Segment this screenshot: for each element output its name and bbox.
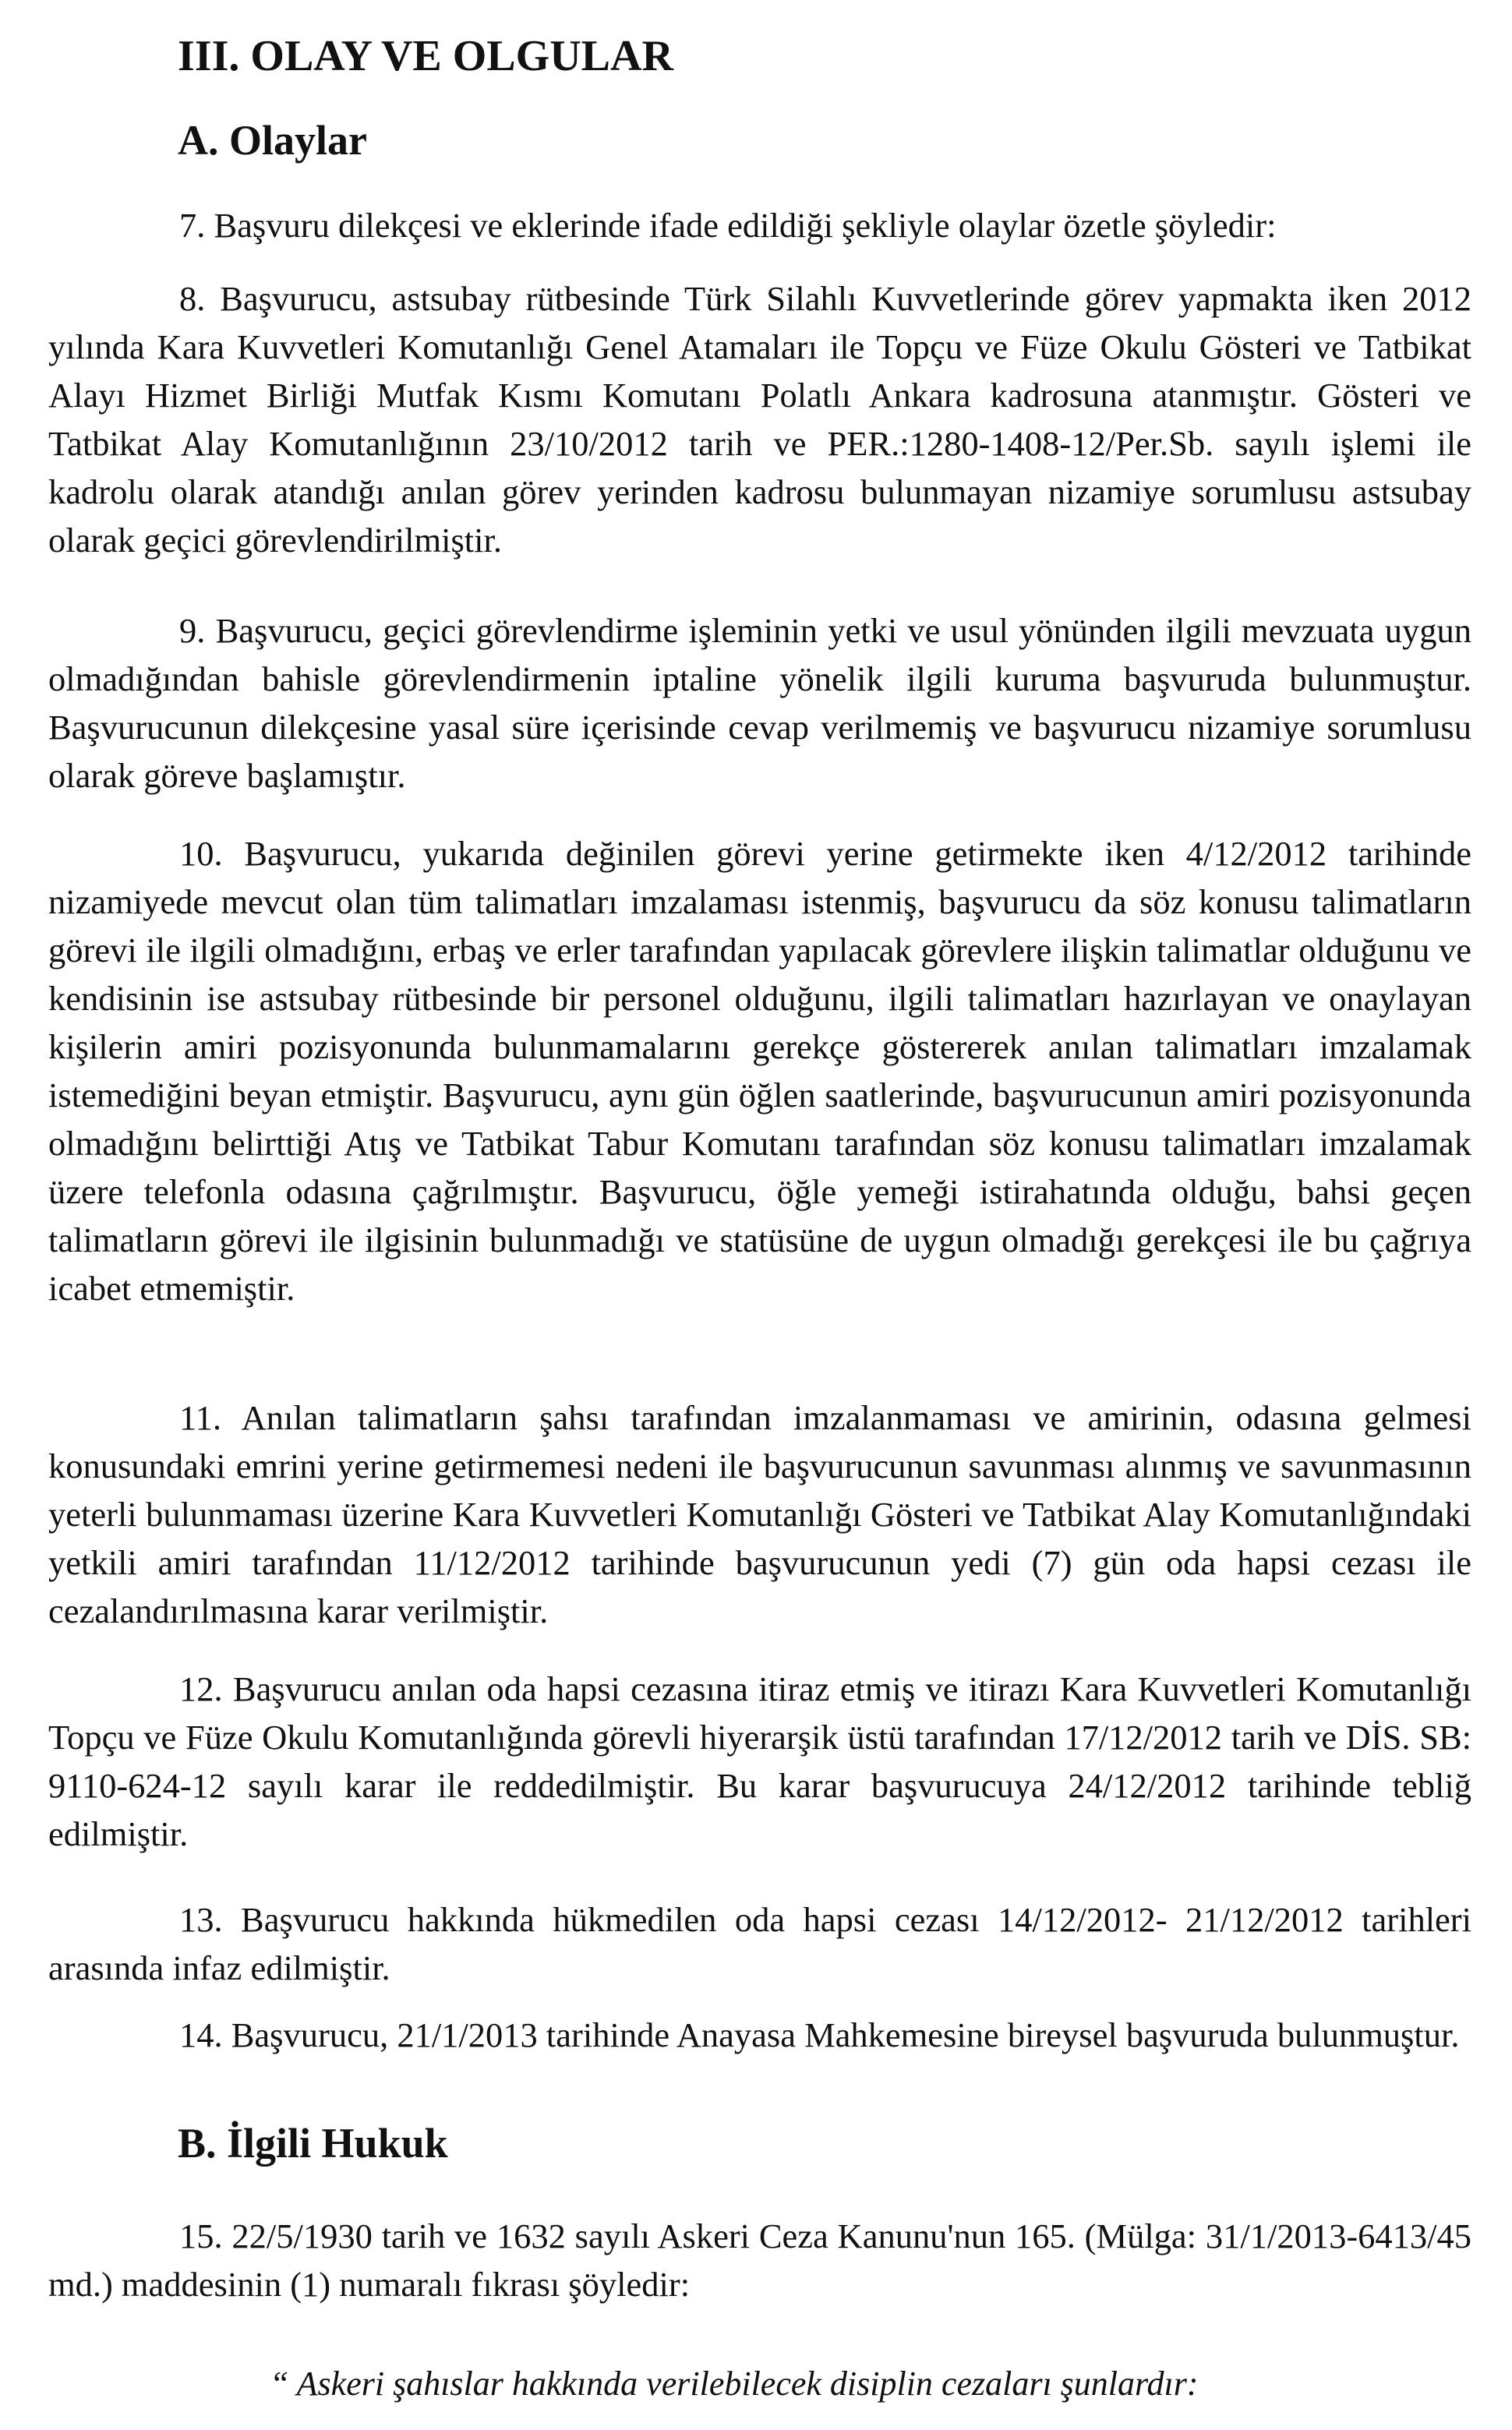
paragraph-14: 14. Başvurucu, 21/1/2013 tarihinde Anayasa Mahkemesine bireysel başvuruda bulunmuştur. xyxy=(179,2015,1460,2054)
quoted-text: “ Askeri şahıslar hakkında verilebilecek disiplin cezaları şunlardır: xyxy=(270,2365,1199,2403)
paragraph-9: 9. Başvurucu, geçici görevlendirme işleminin yetki ve usul yönünden ilgili mevzuata uygun olmadığından bahisle görevlendirmenin iptaline yönelik ilgili kuruma başvuruda bulunmuştur. Başvurucunun dilekçesine yasal süre içerisinde cevap verilmemiş ve başvurucu nizamiye sorumlusu olarak göreve başlamıştır. xyxy=(48,611,1471,795)
paragraph-15: 15. 22/5/1930 tarih ve 1632 sayılı Askeri Ceza Kanunu'nun 165. (Mülga: 31/1/2013-6413/45 md.) maddesinin (1) numaralı fıkrası şöyledir: xyxy=(48,2216,1471,2304)
paragraph-12: 12. Başvurucu anılan oda hapsi cezasına itiraz etmiş ve itirazı Kara Kuvvetleri Komutanlığı Topçu ve Füze Okulu Komutanlığında görevli hiyerarşik üstü tarafından 17/12/2012 tarih ve DİS. SB: 9110-624-12 sayılı karar ile reddedilmiştir. Bu karar başvurucuya 24/12/2012 tarihinde tebliğ edilmiştir. xyxy=(48,1669,1471,1853)
paragraph-11: 11. Anılan talimatların şahsı tarafından imzalanmaması ve amirinin, odasına gelmesi konusundaki emrini yerine getirmemesi nedeni ile başvurucunun savunması alınmış ve savunmasının yeterli bulunmaması üzerine Kara Kuvvetleri Komutanlığı Gösteri ve Tatbikat Alay Komutanlığındaki yetkili amiri tarafından 11/12/2012 tarihinde başvurucunun yedi (7) gün oda hapsi cezası ile cezalandırılmasına karar verilmiştir. xyxy=(48,1398,1471,1630)
section-title: III. OLAY VE OLGULAR xyxy=(178,32,673,80)
paragraph-10: 10. Başvurucu, yukarıda değinilen görevi yerine getirmekte iken 4/12/2012 tarihinde nizamiyede mevcut olan tüm talimatları imzalaması istenmiş, başvurucu da söz konusu talimatların görevi ile ilgili olmadığını, erbaş ve erler tarafından yapılacak görevlere ilişkin talimatlar olduğunu ve kendisinin ise astsubay rütbesinde bir personel olduğunu, ilgili talimatları hazırlayan ve onaylayan kişilerin amiri pozisyonunda bulunmamalarını gerekçe göstererek anılan talimatları imzalamak istemediğini beyan etmiştir. Başvurucu, aynı gün öğlen saatlerinde, başvurucunun amiri pozisyonunda olmadığını belirttiği Atış ve Tatbikat Tabur Komutanı tarafından söz konusu talimatları imzalamak üzere telefonla odasına çağrılmıştır. Başvurucu, öğle yemeği istirahatında olduğu, bahsi geçen talimatların görevi ile ilgisinin bulunmadığı ve statüsüne de uygun olmadığı gerekçesi ile bu çağrıya icabet etmemiştir. xyxy=(48,834,1471,1308)
subsection-relevant-law: B. İlgili Hukuk xyxy=(178,2120,448,2167)
paragraph-7: 7. Başvuru dilekçesi ve eklerinde ifade edildiği şekliyle olaylar özetle şöyledir: xyxy=(179,206,1277,245)
subsection-events: A. Olaylar xyxy=(178,117,367,164)
paragraph-8: 8. Başvurucu, astsubay rütbesinde Türk Silahlı Kuvvetlerinde görev yapmakta iken 2012 yılında Kara Kuvvetleri Komutanlığı Genel Atamaları ile Topçu ve Füze Okulu Gösteri ve Tatbikat Alayı Hizmet Birliği Mutfak Kısmı Komutanı Polatlı Ankara kadrosuna atanmıştır. Gösteri ve Tatbikat Alay Komutanlığının 23/10/2012 tarih ve PER.:1280-1408-12/Per.Sb. sayılı işlemi ile kadrolu olarak atandığı anılan görev yerinden kadrosu bulunmayan nizamiye sorumlusu astsubay olarak geçici görevlendirilmiştir. xyxy=(48,279,1471,560)
paragraph-13: 13. Başvurucu hakkında hükmedilen oda hapsi cezası 14/12/2012- 21/12/2012 tarihleri arasında infaz edilmiştir. xyxy=(48,1900,1471,1987)
